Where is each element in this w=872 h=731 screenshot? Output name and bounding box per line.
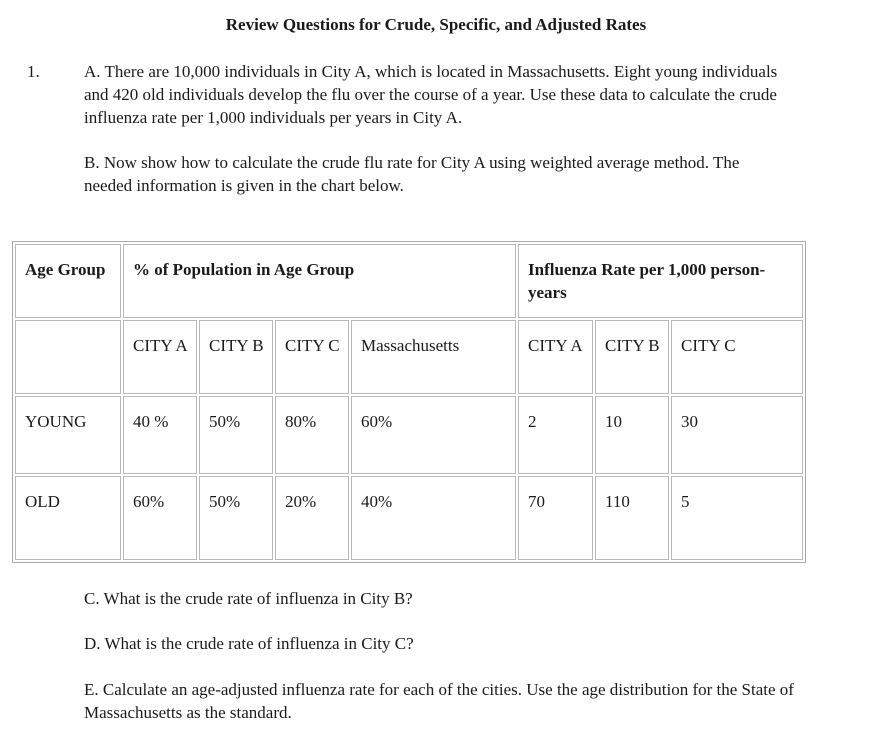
question-part-b: B. Now show how to calculate the crude flu rate for City A using weighted average method. The needed information is given in the chart below. [84, 153, 740, 195]
subheader-rate-city-b: CITY B [595, 320, 669, 394]
cell-rate-city-a: 70 [518, 476, 593, 560]
header-age-group: Age Group [15, 244, 121, 318]
cell-rate-city-a: 2 [518, 396, 593, 474]
table-row-old [15, 476, 803, 560]
cell-group: YOUNG [15, 396, 121, 474]
subheader-pop-city-b: CITY B [199, 320, 273, 394]
cell-pop-massachusetts: 40% [351, 476, 516, 560]
cell-pop-city-a: 60% [123, 476, 197, 560]
cell-pop-city-c: 80% [275, 396, 349, 474]
subheader-blank [15, 320, 121, 394]
header-influenza-rate: Influenza Rate per 1,000 person-years [518, 244, 803, 318]
question-number: 1. [27, 62, 40, 81]
cell-pop-city-b: 50% [199, 396, 273, 474]
cell-rate-city-b: 10 [595, 396, 669, 474]
cell-rate-city-b: 110 [595, 476, 669, 560]
table-subheader-row [15, 320, 803, 394]
cell-pop-city-c: 20% [275, 476, 349, 560]
cell-rate-city-c: 5 [671, 476, 803, 560]
table-row-young [15, 396, 803, 474]
rates-table [12, 241, 806, 563]
cell-pop-city-a: 40 % [123, 396, 197, 474]
cell-pop-massachusetts: 60% [351, 396, 516, 474]
subheader-pop-massachusetts: Massachusetts [351, 320, 516, 394]
subheader-pop-city-a: CITY A [123, 320, 197, 394]
question-part-a: A. There are 10,000 individuals in City A, which is located in Massachusetts. Eight young individuals and 420 old individuals develop the flu over the course of a year. Use these data to calculate the crude influenza rate per 1,000 individuals per years in City A. [84, 62, 778, 127]
table-header-row [15, 244, 803, 318]
question-part-e: E. Calculate an age-adjusted influenza rate for each of the cities. Use the age distribution for the State of Massachusetts as the standard. [84, 680, 794, 722]
subheader-pop-city-c: CITY C [275, 320, 349, 394]
cell-group: OLD [15, 476, 121, 560]
header-population-pct: % of Population in Age Group [123, 244, 516, 318]
cell-pop-city-b: 50% [199, 476, 273, 560]
subheader-rate-city-c: CITY C [671, 320, 803, 394]
page-title: Review Questions for Crude, Specific, and Adjusted Rates [225, 15, 647, 34]
question-part-c: C. What is the crude rate of influenza in City B? [84, 589, 413, 608]
question-part-d: D. What is the crude rate of influenza in City C? [84, 634, 414, 653]
subheader-rate-city-a: CITY A [518, 320, 593, 394]
cell-rate-city-c: 30 [671, 396, 803, 474]
